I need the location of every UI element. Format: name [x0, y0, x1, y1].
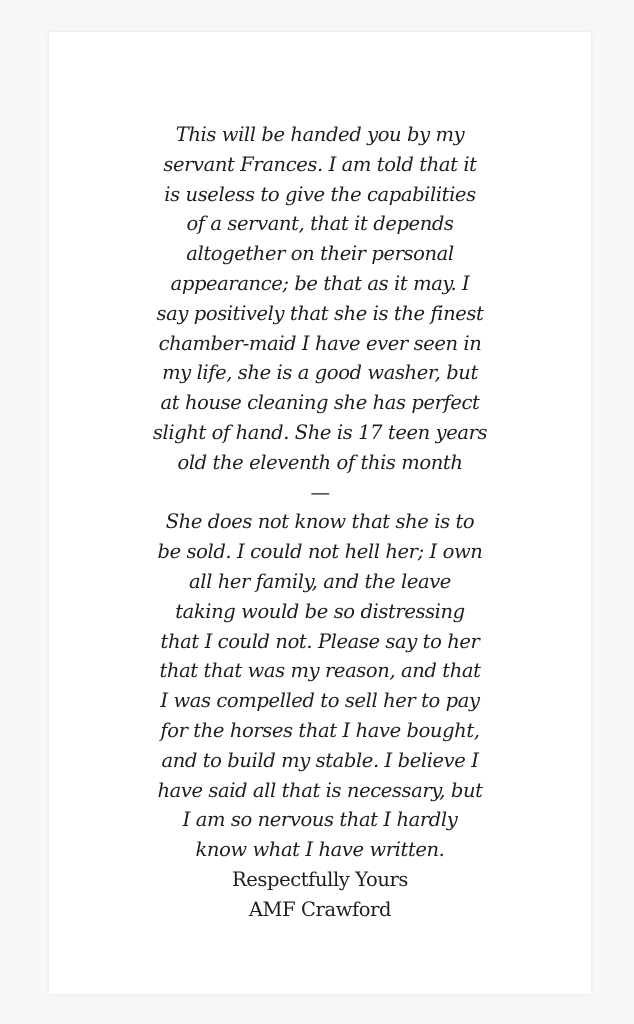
letter-line: know what I have written.: [195, 838, 445, 862]
letter-line: is useless to give the capabilities: [164, 182, 476, 206]
letter-line: chamber-maid I have ever seen in: [158, 331, 482, 355]
letter-card: [49, 32, 591, 994]
letter-line: and to build my stable. I believe I: [161, 748, 479, 772]
signature: AMF Crawford: [248, 897, 392, 921]
letter-line: that I could not. Please say to her: [160, 629, 480, 653]
letter-line: I am so nervous that I hardly: [182, 808, 458, 832]
section-separator: —: [310, 480, 330, 504]
letter-line: my life, she is a good washer, but: [162, 361, 478, 385]
letter-line: all her family, and the leave: [189, 569, 451, 593]
letter-line: taking would be so distressing: [175, 599, 465, 623]
letter-line: say positively that she is the finest: [156, 301, 484, 325]
letter-line: at house cleaning she has perfect: [160, 391, 480, 415]
letter-line: slight of hand. She is 17 teen years: [152, 420, 488, 444]
letter-text: [49, 120, 591, 925]
letter-line: old the eleventh of this month: [177, 450, 463, 474]
letter-line: This will be handed you by my: [175, 123, 465, 146]
letter-line: servant Frances. I am told that it: [163, 152, 477, 176]
letter-line: that that was my reason, and that: [159, 659, 481, 683]
closing-line: Respectfully Yours: [231, 867, 409, 891]
letter-line: I was compelled to sell her to pay: [160, 689, 480, 713]
letter-line: be sold. I could not hell her; I own: [157, 540, 483, 564]
letter-line: for the horses that I have bought,: [160, 718, 480, 742]
letter-line: have said all that is necessary, but: [157, 778, 483, 802]
letter-line: of a servant, that it depends: [186, 212, 454, 236]
letter-line: altogether on their personal: [186, 242, 454, 266]
letter-line: appearance; be that as it may. I: [170, 271, 470, 295]
letter-line: She does not know that she is to: [165, 510, 475, 534]
